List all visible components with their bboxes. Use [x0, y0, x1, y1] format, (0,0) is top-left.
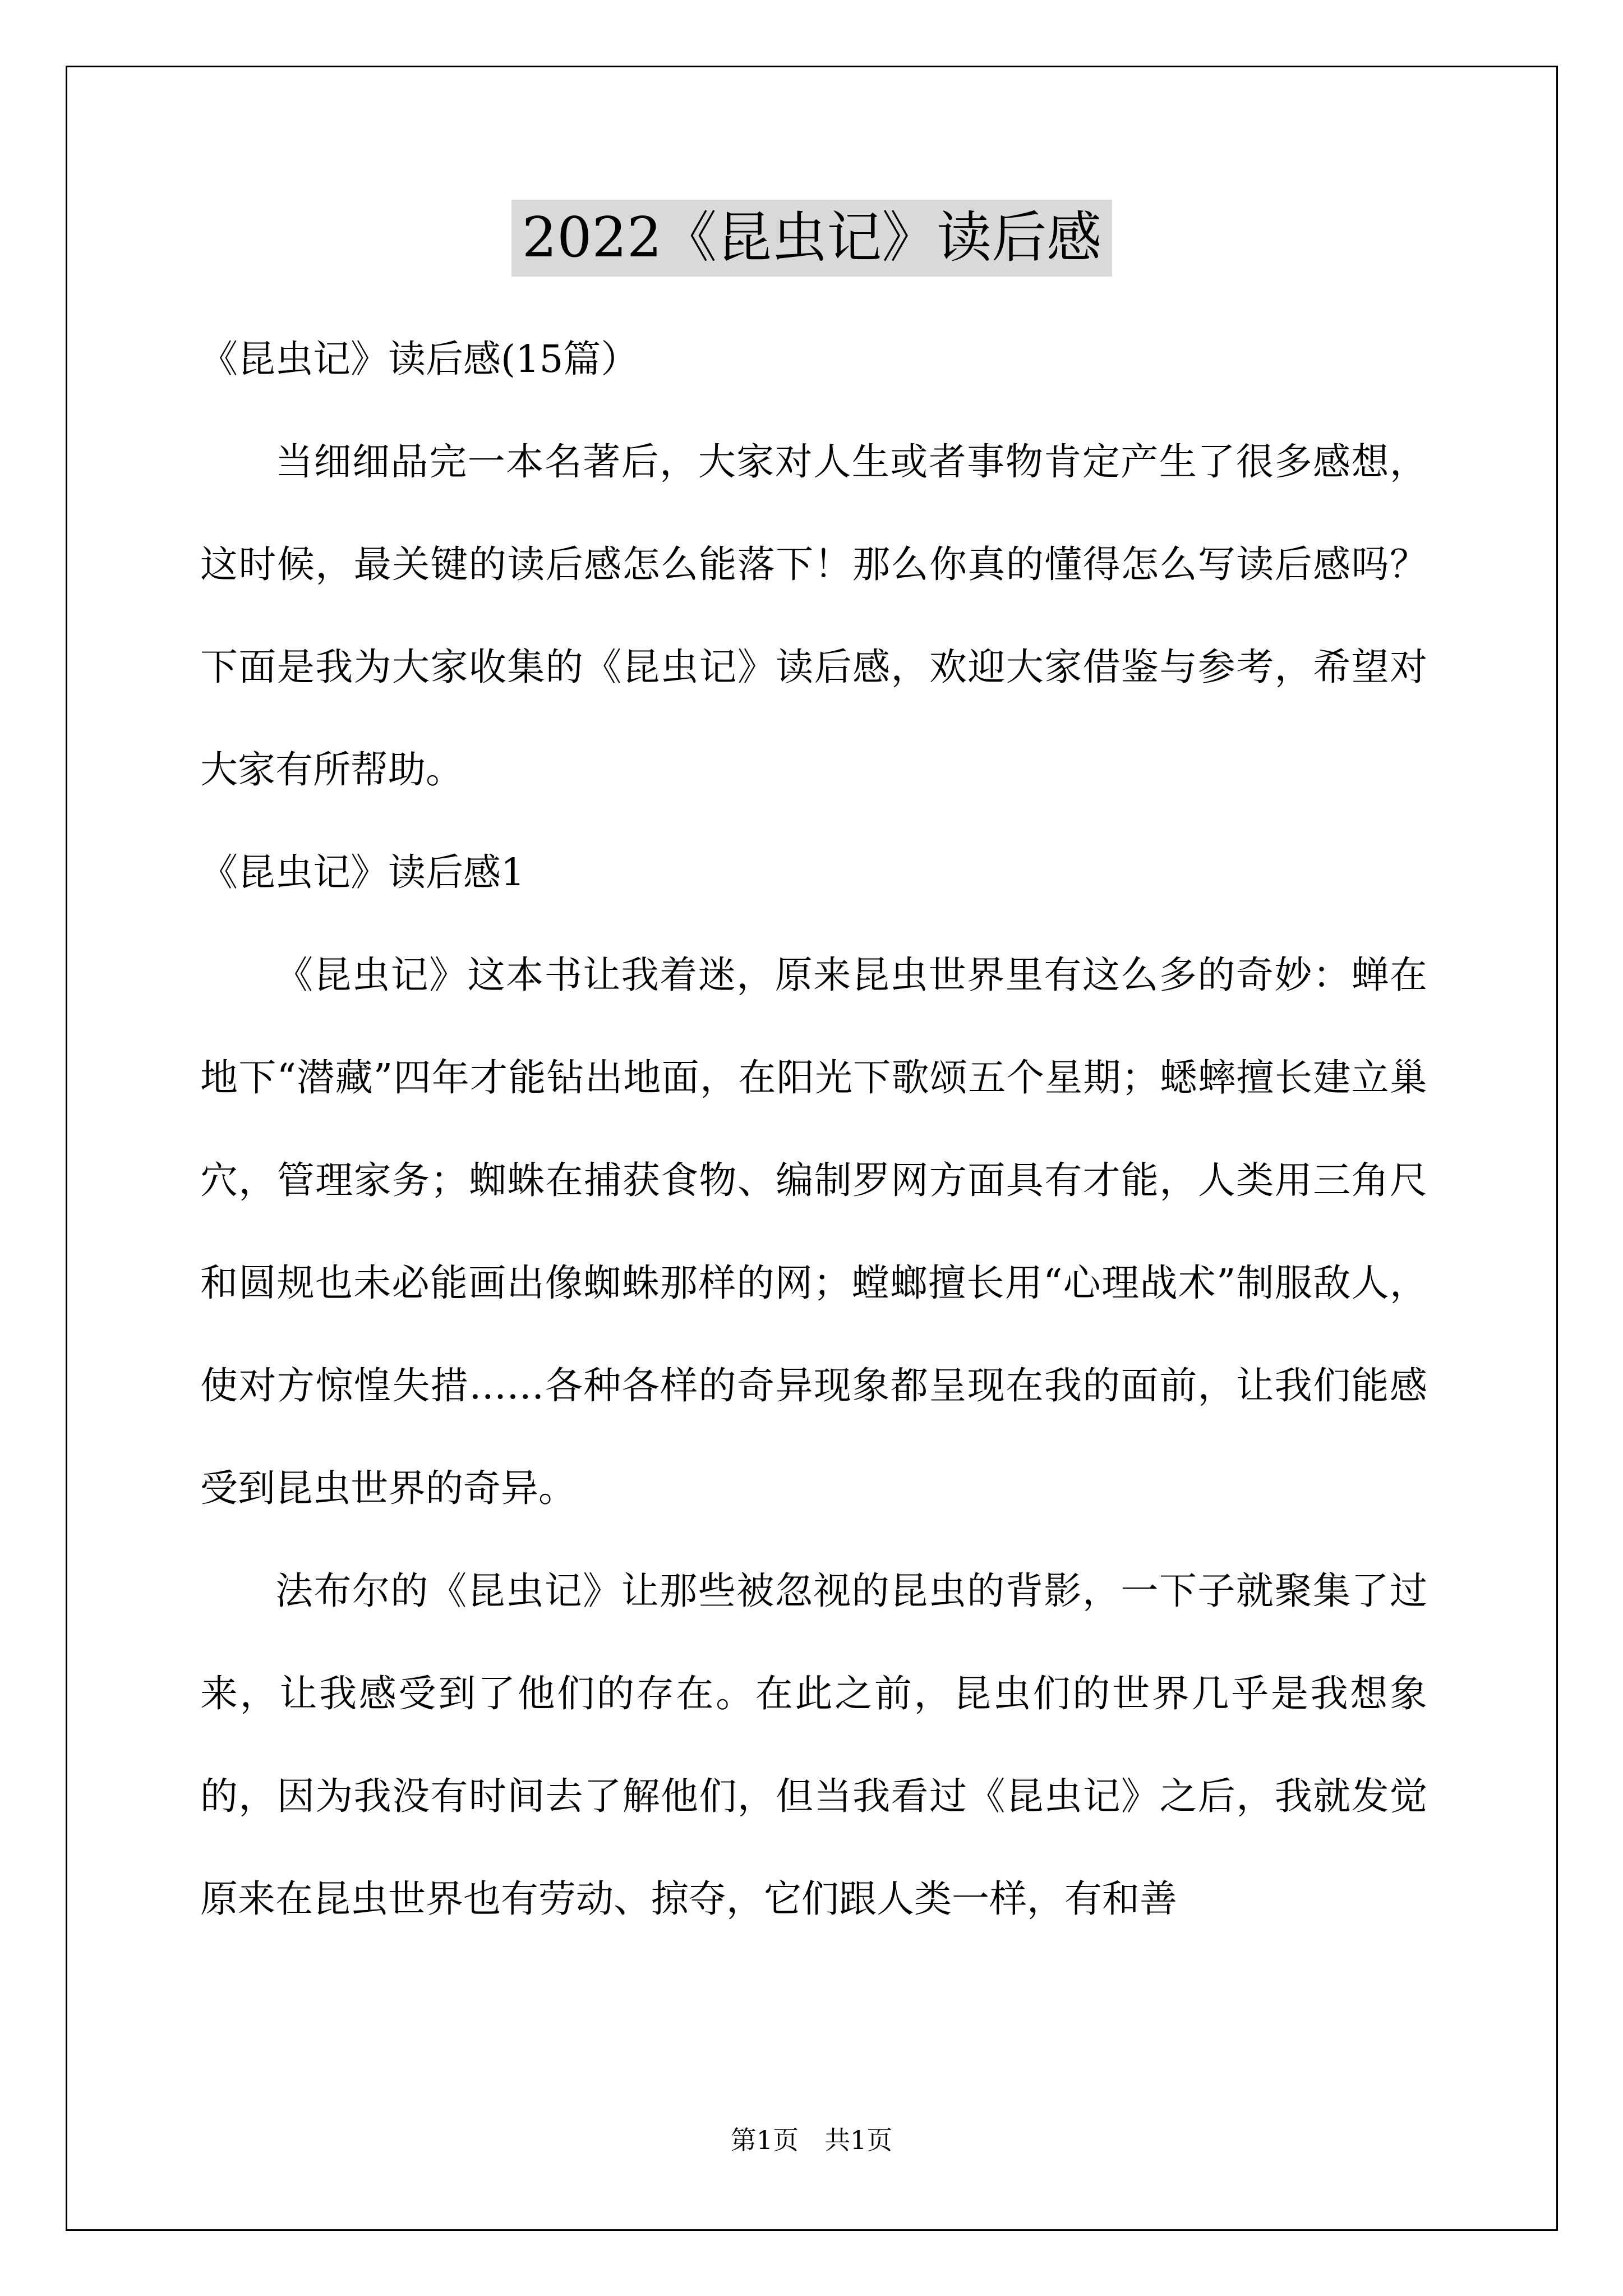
- page-footer: 第1页 共1页: [730, 2125, 893, 2155]
- subtitle: 《昆虫记》读后感(15篇）: [200, 337, 639, 381]
- section-heading: 《昆虫记》读后感1: [200, 850, 525, 894]
- body-paragraph-1: 《昆虫记》这本书让我着迷，原来昆虫世界里有这么多的奇妙：蝉在地下“潜藏”四年才能钻出地面，在阳光下歌颂五个星期；蟋蟀擅长建立巢穴，管理家务；蜘蛛在捕获食物、编制罗网方面具有才能，人类用三角尺和圆规也未必能画出像蜘蛛那样的网；螳螂擅长用“心理战术”制服敌人，使对方惊惶失措……各种各样的奇异现象都呈现在我的面前，让我们能感受到昆虫世界的奇异。: [200, 953, 1427, 1510]
- body-paragraph-2: 法布尔的《昆虫记》让那些被忽视的昆虫的背影，一下子就聚集了过来，让我感受到了他们的存在。在此之前，昆虫们的世界几乎是我想象的，因为我没有时间去了解他们，但当我看过《昆虫记》之后，我就发觉原来在昆虫世界也有劳动、掠夺，它们跟人类一样，有和善: [200, 1569, 1427, 1921]
- document-title: 2022《昆虫记》读后感: [511, 200, 1112, 277]
- intro-paragraph: 当细细品完一本名著后，大家对人生或者事物肯定产生了很多感想，这时候，最关键的读后感怎么能落下！那么你真的懂得怎么写读后感吗？下面是我为大家收集的《昆虫记》读后感，欢迎大家借鉴与参考，希望对大家有所帮助。: [200, 440, 1427, 792]
- document-body: [200, 308, 1427, 1950]
